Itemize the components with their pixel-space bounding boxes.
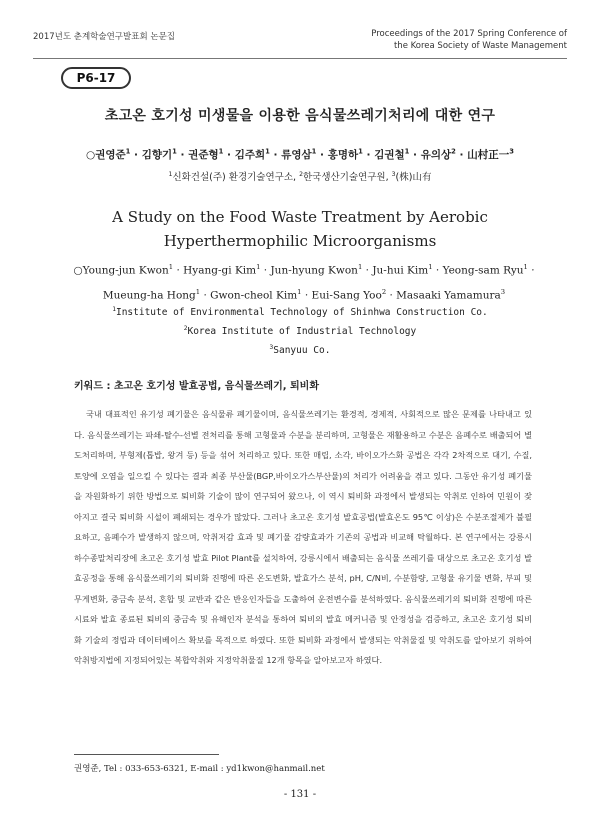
author-name: 山村正一 bbox=[467, 149, 510, 161]
author-affiliation-mark: 3 bbox=[509, 147, 514, 156]
affiliation bbox=[0, 340, 600, 359]
author-affiliation-mark: 1 bbox=[125, 147, 131, 156]
author-name: Jun-hyung Kwon bbox=[270, 264, 358, 277]
affiliation-text: 신화건설(주) 환경기술연구소, bbox=[172, 172, 300, 183]
affiliation-mark: 3 bbox=[269, 344, 274, 352]
korean-authors: ○권영준$^1$ · 김향기$^1$ · 권준형$^1$ · 김주희$^1$ · 류영삼$^1$ · 홍명하$^1$ · 김권철$^1$ · 유의상$^2$ · 山村正一$^3$ bbox=[86, 147, 514, 161]
affiliation-text: (株)山有 bbox=[395, 172, 432, 183]
author-name: 류영삼 bbox=[281, 149, 312, 161]
affiliation-mark: 3 bbox=[391, 170, 396, 178]
author-affiliation-mark: 1 bbox=[172, 147, 177, 156]
korean-affiliations bbox=[0, 169, 600, 183]
author-affiliation-mark: 1 bbox=[428, 263, 433, 271]
author-affiliation-mark: 1 bbox=[311, 147, 317, 156]
affiliation-mark: 2 bbox=[299, 170, 303, 178]
english-title bbox=[0, 205, 600, 253]
header-conference-english bbox=[371, 28, 567, 52]
affiliation-text: Institute of Environmental Technology of Shinhwa Construction Co. bbox=[115, 307, 488, 319]
keywords: 키워드 : 초고온 호기성 발효공법, 음식물쓰레기, 퇴비화 bbox=[74, 381, 320, 392]
author-affiliation-mark: 1 bbox=[523, 263, 528, 271]
author-name: Gwon-cheol Kim bbox=[210, 289, 298, 301]
author-name: Masaaki Yamamura bbox=[396, 289, 501, 301]
author-name: Yeong-sam Ryu bbox=[442, 264, 524, 277]
affiliation bbox=[299, 172, 392, 183]
affiliation bbox=[392, 172, 432, 183]
author-name: 김향기 bbox=[141, 149, 173, 161]
affiliation bbox=[0, 321, 600, 340]
paper-code-badge: P6-17 bbox=[61, 67, 131, 89]
author-name: 권준형 bbox=[188, 149, 219, 161]
korean-title: 초고온 호기성 미생물을 이용한 음식물쓰레기처리에 대한 연구 bbox=[104, 108, 496, 124]
author-affiliation-mark: 2 bbox=[451, 147, 456, 156]
author-name: Hyang-gi Kim bbox=[183, 264, 257, 277]
english-authors-line2: Mueung-ha Hong$^1$ · Gwon-cheol Kim$^1$ · Eui-Sang Yoo$^2$ · Masaaki Yamamura$^3$ bbox=[102, 287, 506, 301]
author-affiliation-mark: 1 bbox=[404, 147, 410, 156]
author-name: ○Young-jun Kwon bbox=[73, 264, 169, 277]
affiliation-mark: 2 bbox=[183, 325, 188, 333]
author-affiliation-mark: 1 bbox=[195, 287, 201, 296]
affiliation-mark: 1 bbox=[112, 306, 116, 313]
author-name: Ju-hui Kim bbox=[372, 264, 429, 277]
author-affiliation-mark: 1 bbox=[297, 287, 302, 296]
page-number: - 131 - bbox=[283, 789, 317, 800]
footnote-rule bbox=[74, 754, 219, 755]
header-conference-korean: 2017년도 춘계학술연구발표회 논문집 bbox=[33, 32, 175, 42]
header-right-line2: the Korea Society of Waste Management bbox=[393, 41, 567, 51]
author-affiliation-mark: 1 bbox=[265, 147, 270, 156]
abstract-body: 국내 대표적인 유기성 폐기물은 음식물류 폐기물이며, 음식물쓰레기는 환경적, 경제적, 사회적으로 많은 문제를 나타내고 있다. 음식물쓰레기는 파쇄-탈수-선별 전처리를 통해 고형물과 수분을 분리하며, 고형물은 재활용하고 수분은 음폐수로 배출되어 별도처리하며, 부형제(톱밥, 왕겨 등) 등을 섞어 처리하고 있다. 또한 매립, 소각, 바이오가스화 공법은 각각 2차적으로 대기, 수질, 토양에 오염을 일으킬 수 있다는 결과 최종 부산물(BGP,바이오가스부산물)의 처리가 어려움을 겪고 있다. 그동안 유기성 폐기물을 자원화하기 위한 방법으로 퇴비화 기술이 많이 연구되어 왔으나, 이 역시 퇴비화 과정에서 발생되는 악취로 인하여 민원이 잦아지고 결국 퇴비화 시설이 폐쇄되는 경우가 많았다. 그러나 초고온 호기성 발효공법(발효온도 95℃ 이상)은 수분조절제가 불필요하고, 음폐수가 발생하지 않으며, 악취저감 효과 및 폐기물 감량효과가 기존의 공법과 비교해 탁월하다. 본 연구에서는 강릉시 하수종말처리장에 초고온 호기성 발효 Pilot Plant를 설치하여, 강릉시에서 배출되는 음식물 쓰레기를 대상으로 초고온 호기성 발효공정을 통해 음식물쓰레기의 퇴비화 진행에 따른 온도변화, 발효가스 분석, pH, C/N비, 수분함량, 고형물 유기물 변화, 부피 및 무게변화, 중금속 분석, 혼합 및 교반과 같은 반응인자들을 도출하여 운전변수를 분석하였다. 음식물쓰레기의 퇴비화 진행에 따른 시료와 발효 종료된 퇴비의 중금속 및 유해인자 분석을 통하여 퇴비의 발효 메커니즘 및 안정성을 검증하고, 초고온 호기성 퇴비화 기술의 정립과 데이터베이스 확보를 목적으로 하였다. 또한 퇴비화 과정에서 발생되는 악취물질 및 악취도를 알아보기 위하여 악취방지법에 지정되어있는 복합악취와 지정악취물질 12개 항목을 알아보고자 하였다. bbox=[74, 409, 532, 665]
author-affiliation-mark: 3 bbox=[500, 287, 506, 296]
author-name: ○권영준 bbox=[86, 149, 126, 161]
corresponding-author-footnote: 권영준, Tel : 033-653-6321, E-mail : yd1kwon@hanmail.net bbox=[74, 764, 325, 774]
english-authors bbox=[62, 257, 546, 306]
author-affiliation-mark: 1 bbox=[168, 263, 174, 271]
author-name: 유의상 bbox=[420, 149, 452, 161]
author-name: Mueung-ha Hong bbox=[102, 289, 196, 301]
header-rule bbox=[33, 58, 567, 59]
english-affiliations bbox=[0, 302, 600, 359]
author-affiliation-mark: 1 bbox=[256, 263, 261, 271]
english-title-line1: A Study on the Food Waste Treatment by Aerobic bbox=[112, 208, 488, 226]
english-authors-line1: ○Young-jun Kwon$^1$ · Hyang-gi Kim$^1$ · Jun-hyung Kwon$^1$ · Ju-hui Kim$^1$ · Yeong-sam Ryu$^1$ · bbox=[73, 263, 535, 277]
author-affiliation-mark: 2 bbox=[381, 287, 387, 296]
author-affiliation-mark: 1 bbox=[218, 147, 224, 156]
author-affiliation-mark: 1 bbox=[358, 147, 363, 156]
header-right-line1: Proceedings of the 2017 Spring Conference of bbox=[371, 29, 567, 39]
author-affiliation-mark: 1 bbox=[357, 263, 363, 271]
affiliation bbox=[169, 172, 300, 183]
affiliation-text: Sanyuu Co. bbox=[273, 345, 331, 357]
author-name: 김주희 bbox=[234, 149, 266, 161]
affiliation bbox=[0, 302, 600, 321]
author-name: 홍명하 bbox=[327, 149, 359, 161]
author-name: Eui-Sang Yoo bbox=[311, 289, 382, 301]
author-name: 김권철 bbox=[374, 149, 405, 161]
affiliation-mark: 1 bbox=[168, 170, 173, 178]
affiliation-text: Korea Institute of Industrial Technology bbox=[187, 326, 417, 338]
affiliation-text: 한국생산기술연구원, bbox=[302, 172, 392, 183]
english-title-line2: Hyperthermophilic Microorganisms bbox=[163, 232, 437, 250]
